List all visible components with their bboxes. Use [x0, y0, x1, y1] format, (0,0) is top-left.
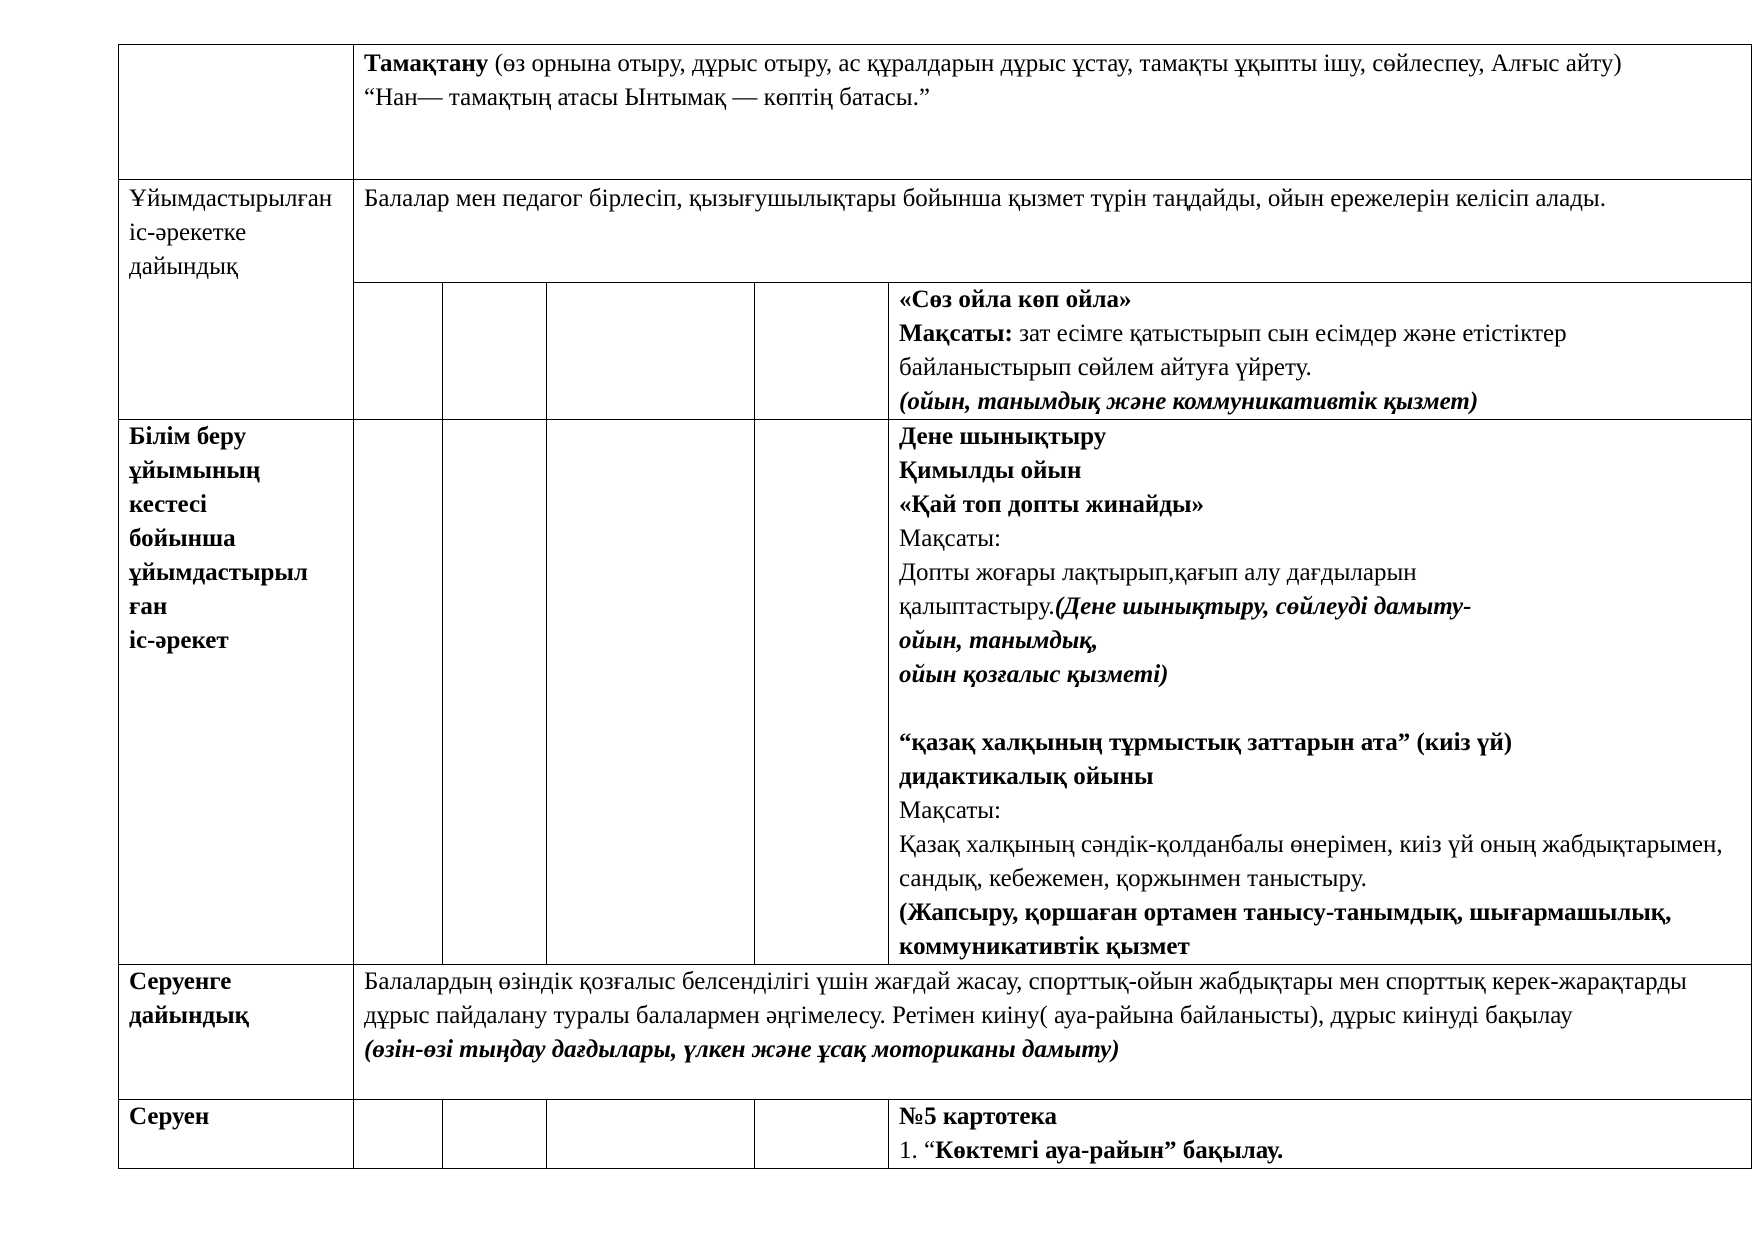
pe-goal-label: Мақсаты:: [899, 525, 1001, 552]
spacer: [899, 692, 1741, 726]
day-cell-4: [755, 420, 889, 965]
pe-game-type: Қимылды ойын: [899, 457, 1082, 484]
walk-obs-text: Көктемгі ауа-райын” бақылау.: [935, 1137, 1284, 1164]
pe-title: Дене шынықтыру: [899, 423, 1107, 450]
day-cell-3: [547, 283, 755, 420]
prep-text: Балалар мен педагог бірлесіп, қызығушылықтары бойынша қызмет түрін таңдайды, ойын ережелерін келісіп алады.: [364, 185, 1606, 212]
organized-content-cell: [889, 420, 1752, 965]
walk-label-cell: [119, 1100, 354, 1169]
walk-prep-label-line: Серуенге: [129, 968, 232, 995]
day-cell-4: [755, 283, 889, 420]
prep-game-cell: [889, 283, 1752, 420]
prep-activity: (ойын, танымдық және коммуникативтік қызмет): [899, 388, 1479, 415]
didactic-goal-label: Мақсаты:: [899, 797, 1001, 824]
walk-content-cell: [889, 1100, 1752, 1169]
prep-label-cell: [119, 180, 354, 420]
day-cell-1: [354, 283, 443, 420]
didactic-title: “қазақ халқының тұрмыстық заттарын ата” (киіз үй): [899, 729, 1513, 756]
prep-game-title: «Сөз ойла көп ойла»: [899, 286, 1132, 313]
meals-text: (өз орнына отыру, дұрыс отыру, ас құралдарын дұрыс ұстау, тамақты ұқыпты ішу, сөйлеспеу, Алғыс айту): [488, 50, 1622, 77]
prep-label: Ұйымдастырылған іс-әрекетке дайындық: [129, 185, 333, 280]
walk-prep-content-cell: [354, 965, 1752, 1100]
day-cell-2: [443, 1100, 547, 1169]
day-cell-3: [547, 420, 755, 965]
organized-label-line: Білім беру: [129, 423, 247, 450]
prep-row-days: [119, 283, 1752, 420]
walk-prep-skills: (өзін-өзі тыңдау дағдылары, үлкен және ұсақ моториканы дамыту): [364, 1036, 1120, 1063]
organized-label-line: ған: [129, 593, 168, 620]
day-cell-1: [354, 420, 443, 965]
meals-proverb: “Нан— тамақтың атасы Ынтымақ — көптің батасы.”: [364, 84, 930, 111]
pe-activity: ойын, танымдық,: [899, 627, 1099, 654]
meals-label-cell: [119, 45, 354, 180]
pe-activity: ойын қозғалыс қызметі): [899, 661, 1169, 688]
pe-activity: (Дене шынықтыру, сөйлеуді дамыту-: [1054, 593, 1472, 620]
walk-label: Серуен: [129, 1103, 210, 1130]
day-cell-1: [354, 1100, 443, 1169]
didactic-goal-text: Қазақ халқының сәндік-қолданбалы өнерімен, киіз үй оның жабдықтарымен, сандық, кебежемен, қоржынмен таныстыру.: [899, 831, 1723, 892]
pe-goal-text: Допты жоғары лақтырып,қағып алу дағдыларын қалыптастыру.: [899, 559, 1417, 620]
didactic-type: дидактикалық ойыны: [899, 763, 1154, 790]
walk-card: №5 картотека: [899, 1103, 1057, 1130]
prep-row-top: [119, 180, 1752, 283]
walk-row: [119, 1100, 1752, 1169]
schedule-table: [118, 44, 1752, 1169]
walk-obs-num: 1. “: [899, 1137, 936, 1164]
organized-row: [119, 420, 1752, 965]
walk-prep-text: Балалардың өзіндік қозғалыс белсенділігі үшін жағдай жасау, спорттық-ойын жабдықтары мен спорттық керек-жарақтарды дұрыс пайдалану туралы балалармен әңгімелесу. Ретімен киіну( ауа-райына байланысты), дұрыс киінуді бақылау: [364, 968, 1687, 1029]
prep-text-cell: [354, 180, 1752, 283]
walk-prep-label-line: дайындық: [129, 1002, 250, 1029]
meals-title: Тамақтану: [364, 50, 489, 77]
organized-label-line: бойынша: [129, 525, 236, 552]
day-cell-2: [443, 420, 547, 965]
day-cell-3: [547, 1100, 755, 1169]
meals-row: [119, 45, 1752, 180]
organized-label-line: ұйымдастырыл: [129, 559, 308, 586]
organized-label-line: іс-әрекет: [129, 627, 229, 654]
pe-game-name: «Қай топ допты жинайды»: [899, 491, 1204, 518]
didactic-activity: (Жапсыру, қоршаған ортамен танысу-танымдық, шығармашылық, коммуникативтік қызмет: [899, 899, 1672, 960]
walk-prep-row: [119, 965, 1752, 1100]
prep-goal-text: зат есімге қатыстырып сын есімдер және етістіктер байланыстырып сөйлем айтуға үйрету.: [899, 320, 1567, 381]
meals-content-cell: [354, 45, 1752, 180]
walk-prep-label-cell: [119, 965, 354, 1100]
organized-label-cell: [119, 420, 354, 965]
day-cell-2: [443, 283, 547, 420]
organized-label-line: кестесі: [129, 491, 208, 518]
day-cell-4: [755, 1100, 889, 1169]
organized-label-line: ұйымының: [129, 457, 261, 484]
prep-goal-label: Мақсаты:: [899, 320, 1013, 347]
